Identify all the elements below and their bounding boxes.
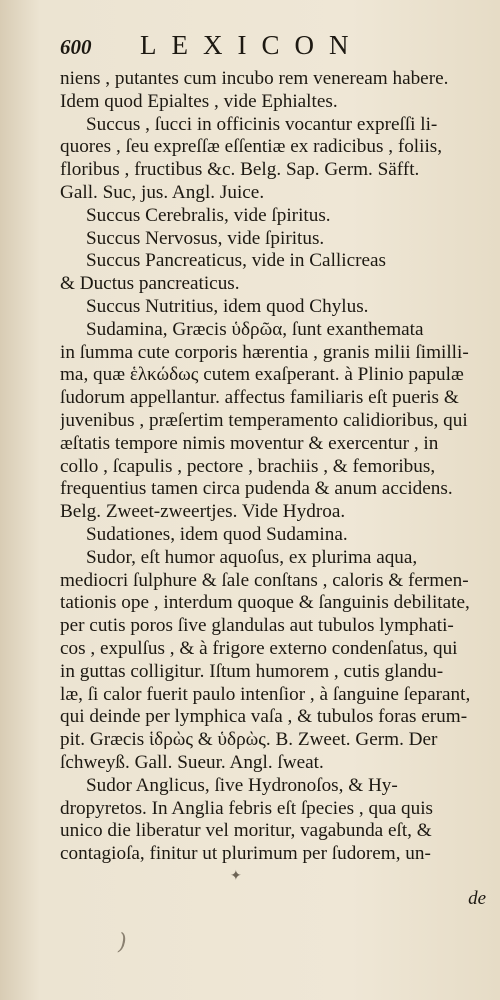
text-line: in guttas colligitur. Iſtum humorem , cutis glandu- <box>60 660 444 682</box>
text-line: Gall. Suc, jus. Angl. Juice. <box>60 181 265 203</box>
text-line: niens , putantes cum incubo rem veneream habere. <box>60 68 449 89</box>
text-line: tationis ope , interdum quoque & ſanguinis debilitate, <box>60 592 470 614</box>
text-line: Succus Cerebralis, vide ſpiritus. <box>86 204 331 226</box>
text-line: Sudamina, Græcis ὑδρῶα, ſunt exanthemata <box>86 318 424 340</box>
text-line: qui deinde per lymphica vaſa , & tubulos foras erum- <box>60 706 468 728</box>
text-line: juvenibus , præſertim temperamento calidioribus, qui <box>60 409 468 431</box>
text-line: læ, ſi calor fuerit paulo intenſior , à ſanguine ſeparant, <box>60 683 471 705</box>
text-line: Belg. Zweet-zweertjes. Vide Hydroa. <box>60 501 346 523</box>
text-line: æſtatis tempore nimis moventur & exercentur , in <box>60 432 439 454</box>
text-line: dropyretos. In Anglia febris eſt ſpecies , qua quis <box>60 797 434 819</box>
text-line: ſchweyß. Gall. Sueur. Angl. ſweat. <box>60 751 324 773</box>
text-line: Sudor Anglicus, ſive Hydronoſos, & Hy- <box>86 774 398 796</box>
text-line: pit. Græcis ἱδρὼς & ὑδρὼς. B. Zweet. Germ. Der <box>60 729 438 751</box>
text-line: floribus , fructibus &c. Belg. Sap. Germ. Säfft. <box>60 159 420 181</box>
text-line: Sudationes, idem quod Sudamina. <box>86 523 348 545</box>
text-line: ſudorum appellantur. affectus familiaris eſt pueris & <box>60 387 459 409</box>
text-line: frequentius tamen circa pudenda & anum accidens. <box>60 478 453 500</box>
text-line: Succus Nervosus, vide ſpiritus. <box>86 227 325 249</box>
text-line: Sudor, eſt humor aquoſus, ex plurima aqua, <box>86 546 418 568</box>
text-line: Succus Pancreaticus, vide in Callicreas <box>86 250 386 272</box>
page-header <box>60 30 484 68</box>
text-line: mediocri ſulphure & ſale conſtans , caloris & fermen- <box>60 569 469 591</box>
ornament-mark: ✦ <box>230 868 242 884</box>
text-line: Succus , ſucci in officinis vocantur expreſſi li- <box>86 113 438 135</box>
text-line: cos , expulſus , & à frigore externo condenſatus, qui <box>60 637 458 659</box>
page-number: 600 <box>60 35 92 59</box>
text-line: per cutis poros ſive glandulas aut tubulos lymphati- <box>60 615 454 637</box>
text-line: Succus Nutritius, idem quod Chylus. <box>86 295 369 317</box>
text-line: quores , ſeu expreſſæ eſſentiæ ex radicibus , foliis, <box>60 136 443 158</box>
dictionary-text <box>60 68 484 866</box>
catchword: de <box>468 888 486 909</box>
text-line: in ſumma cute corporis hærentia , granis milii ſimilli- <box>60 341 469 363</box>
pencil-mark: ) <box>118 930 127 955</box>
text-line: contagioſa, finitur ut plurimum per ſudorem, un- <box>60 843 431 865</box>
text-line: & Ductus pancreaticus. <box>60 273 240 295</box>
text-line: collo , ſcapulis , pectore , brachiis , & femoribus, <box>60 455 436 477</box>
text-line: unico die liberatur vel moritur, vagabunda eſt, & <box>60 820 432 842</box>
text-line: ma, quæ ἑλκώδως cutem exaſperant. à Plinio papulæ <box>60 364 464 386</box>
running-title: LEXICON <box>140 30 364 60</box>
text-line: Idem quod Epialtes , vide Ephialtes. <box>60 90 338 112</box>
